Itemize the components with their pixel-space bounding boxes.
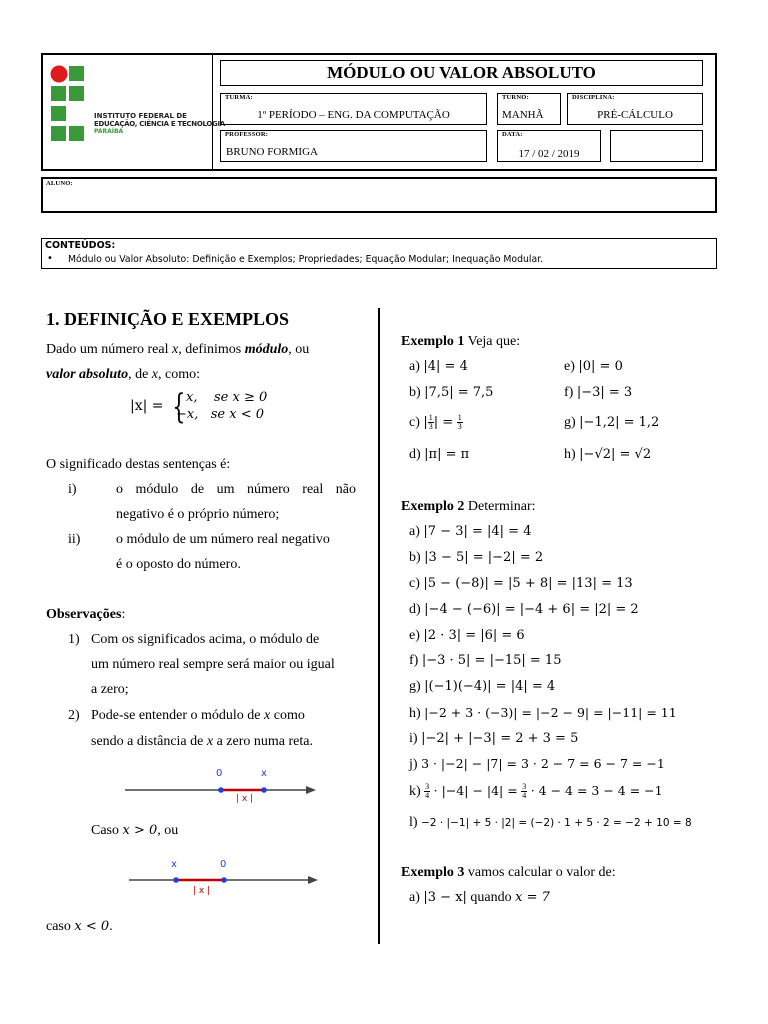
definition-brace: { [172, 387, 186, 427]
item-label: k) [409, 784, 421, 799]
disciplina-value: PRÉ-CÁLCULO [597, 109, 673, 121]
item-label: j) [409, 757, 418, 772]
fraction-numerator: 1 [457, 413, 462, 423]
item-label: d) [409, 447, 421, 462]
exemplo3-desc: vamos calcular o valor de: [464, 865, 616, 880]
obs2-text: como [270, 708, 305, 723]
obs1-number: 1) [68, 632, 80, 647]
ex1-item-g [564, 414, 659, 432]
intro-text: , definimos [178, 342, 245, 357]
zero-point [221, 877, 227, 883]
item-label: a) [409, 890, 420, 905]
obs2-text: Pode-se entender o módulo de [91, 708, 265, 723]
item-label: b) [409, 550, 421, 565]
observacoes-colon: : [121, 607, 126, 622]
exemplo3-title: Exemplo 3 [401, 865, 465, 880]
item-expr: |4| = 4 [423, 359, 468, 374]
ifpb-logo-icon [48, 62, 208, 154]
ex2-item-l [409, 814, 692, 832]
numline2-x-label: x [171, 859, 177, 870]
turno-value: MANHÃ [502, 109, 544, 121]
item-label: a) [409, 359, 420, 374]
exemplo1-heading [401, 333, 520, 351]
significado-text: O significado destas sentenças é: [46, 457, 231, 472]
item-condition: x = 7 [515, 890, 550, 905]
header-logo-divider [212, 54, 213, 170]
var-x: x [151, 367, 159, 382]
number-line-arrow-icon [308, 876, 318, 884]
item-i-line1: o módulo de um número real não [116, 482, 356, 497]
number-line-arrow-icon [306, 786, 316, 794]
item-expr: |−3| = 3 [576, 385, 633, 400]
ex2-item-g [409, 678, 555, 696]
item-label: e) [409, 628, 420, 643]
definition-lhs: |x| = [130, 398, 164, 414]
data-label: DATA: [502, 131, 523, 138]
logo-text-line2: EDUCAÇÃO, CIÊNCIA E TECNOLOGIA [94, 120, 225, 128]
numline2-abs-label: | x | [193, 886, 211, 896]
ex1-item-h [564, 446, 651, 464]
data-value: 17 / 02 / 2019 [518, 148, 580, 160]
var-x: x [264, 708, 271, 723]
item-label: g) [409, 679, 421, 694]
obs1-line2: um número real sempre será maior ou igual [91, 657, 335, 672]
caso-text: , ou [157, 823, 179, 838]
exemplo2-desc: Determinar: [464, 499, 536, 514]
turno-label: TURNO: [502, 94, 529, 101]
obs2-text: sendo a distância de [91, 734, 207, 749]
term-valor-absoluto: valor absoluto [46, 367, 129, 382]
obs1-line1: Com os significados acima, o módulo de [91, 632, 320, 647]
item-expr: |3 − x| [423, 890, 467, 905]
numline1-abs-label: | x | [236, 794, 254, 804]
conteudos-bullet: • [47, 253, 53, 264]
ex2-item-d [409, 601, 639, 619]
empty-header-box [610, 130, 703, 162]
item-expr: |−√2| = √2 [579, 447, 652, 462]
item-expr: |7 − 3| = |4| = 4 [423, 524, 532, 539]
item-expr: −2 · |−1| + 5 · |2| = (−2) · 1 + 5 · 2 = −2 + 10 = 8 [421, 817, 692, 829]
item-expr: · |−4| − |4| = [433, 783, 518, 798]
item-expr: |7,5| = 7,5 [424, 385, 494, 400]
disciplina-label: DISCIPLINA: [572, 94, 615, 101]
item-expr: |π| = π [424, 447, 470, 462]
fraction-numerator: 1 [428, 413, 433, 423]
item-expr: |5 − (−8)| = |5 + 8| = |13| = 13 [423, 576, 633, 591]
item-text: quando [466, 890, 516, 905]
professor-value: BRUNO FORMIGA [226, 146, 318, 158]
ex2-item-e [409, 627, 525, 645]
intro-text: , ou [288, 342, 310, 357]
intro-text: Dado um número real [46, 342, 172, 357]
exemplo2-title: Exemplo 2 [401, 499, 465, 514]
conteudos-label: CONTEÚDOS: [45, 240, 116, 251]
caso-negative [46, 918, 113, 936]
item-label: d) [409, 602, 421, 617]
ifpb-logo [48, 62, 225, 154]
fraction [424, 783, 430, 800]
caso-text: . [109, 919, 113, 934]
zero-point [218, 787, 224, 793]
item-label: c) [409, 576, 420, 591]
var-x: x [206, 734, 214, 749]
ex2-item-h [409, 704, 677, 723]
var-x: x [171, 342, 179, 357]
item-expr: |2 · 3| = |6| = 6 [423, 628, 525, 643]
fraction-denominator: 3 [428, 422, 433, 432]
item-label: c) [409, 415, 420, 430]
numline2-zero-label: 0 [220, 859, 227, 870]
item-expr: |3 − 5| = |−2| = 2 [424, 550, 544, 565]
ex1-item-a [409, 358, 468, 376]
section-title: 1. DEFINIÇÃO E EXEMPLOS [46, 309, 290, 329]
numline1-x-label: x [261, 768, 267, 779]
caso-math: x > 0 [122, 823, 158, 838]
ex1-item-e [564, 358, 623, 376]
professor-label: PROFESSOR: [225, 131, 269, 138]
item-i-number: i) [68, 482, 77, 497]
item-label: f) [409, 653, 419, 668]
ex2-item-f [409, 652, 561, 670]
page-title: MÓDULO OU VALOR ABSOLUTO [327, 63, 596, 82]
item-expr: |−2| + |−3| = 2 + 3 = 5 [421, 731, 579, 746]
item-expr: |−1,2| = 1,2 [579, 415, 660, 430]
x-point [173, 877, 179, 883]
item-label: g) [564, 415, 576, 430]
exemplo2-heading [401, 498, 536, 516]
ex2-item-i [409, 730, 578, 748]
exemplo1-desc: Veja que: [464, 334, 521, 349]
column-divider [378, 308, 380, 944]
item-label: h) [564, 447, 576, 462]
obs2-line2 [91, 733, 313, 751]
fraction [521, 783, 527, 800]
item-label: e) [564, 359, 575, 374]
caso-text: Caso [91, 823, 123, 838]
obs2-line1 [91, 707, 305, 725]
item-expr: | [423, 415, 428, 430]
fraction-numerator: 3 [522, 782, 527, 792]
ex2-item-b [409, 549, 543, 567]
item-label: a) [409, 524, 420, 539]
numline1-zero-label: 0 [216, 768, 223, 779]
obs2-text: a zero numa reta. [213, 734, 313, 749]
ex3-item-a [409, 889, 550, 907]
caso-text: caso [46, 919, 75, 934]
aluno-box[interactable] [41, 177, 717, 213]
logo-text-line1: INSTITUTO FEDERAL DE [94, 112, 187, 120]
item-expr: | = [433, 415, 454, 430]
intro-text: , de [128, 367, 152, 382]
ex1-item-c [409, 414, 463, 432]
term-modulo: módulo [244, 342, 289, 357]
item-expr: · 4 − 4 = 3 − 4 = −1 [530, 783, 663, 798]
exemplo3-heading [401, 864, 616, 882]
item-label: h) [409, 706, 421, 721]
item-expr: 3 · |−2| − |7| = 3 · 2 − 7 = 6 − 7 = −1 [421, 756, 665, 771]
observacoes-label: Observações [46, 607, 122, 622]
item-ii-line2: é o oposto do número. [116, 557, 241, 572]
item-expr: |(−1)(−4)| = |4| = 4 [424, 679, 556, 694]
item-label: b) [409, 385, 421, 400]
item-expr: |−2 + 3 · (−3)| = |−2 − 9| = |−11| = 11 [424, 705, 677, 720]
ex2-item-a [409, 523, 531, 541]
ex2-item-c [409, 575, 633, 593]
logo-text-line3: PARAÍBA [94, 128, 124, 135]
fraction [457, 414, 463, 431]
item-label: f) [564, 385, 574, 400]
obs2-number: 2) [68, 708, 80, 723]
fraction-denominator: 4 [425, 791, 430, 801]
obs1-line3: a zero; [91, 682, 129, 697]
item-ii-line1: o módulo de um número real negativo [116, 532, 330, 547]
intro-line-1 [46, 341, 309, 359]
ex2-item-j [409, 755, 665, 774]
caso-positive [91, 822, 178, 840]
item-expr: |−4 − (−6)| = |−4 + 6| = |2| = 2 [424, 602, 639, 617]
aluno-label: ALUNO: [46, 180, 73, 187]
turma-value: 1º PERÍODO – ENG. DA COMPUTAÇÃO [257, 109, 450, 121]
turma-label: TURMA: [225, 94, 253, 101]
fraction-denominator: 4 [522, 791, 527, 801]
definition-case-2: −x, se x < 0 [176, 407, 265, 422]
item-expr: |0| = 0 [578, 359, 623, 374]
ex1-item-f [564, 384, 632, 402]
item-expr: |−3 · 5| = |−15| = 15 [421, 653, 562, 668]
ex1-item-b [409, 384, 493, 402]
item-i-line2: negativo é o próprio número; [116, 507, 280, 522]
intro-line-2 [46, 366, 200, 384]
caso-math: x < 0 [74, 919, 110, 934]
exemplo1-title: Exemplo 1 [401, 334, 465, 349]
item-label: i) [409, 731, 418, 746]
item-ii-number: ii) [68, 532, 81, 547]
ex1-item-d [409, 446, 469, 464]
intro-text: , como: [158, 367, 201, 382]
fraction-numerator: 3 [425, 782, 430, 792]
observacoes-title [46, 606, 125, 624]
fraction-denominator: 3 [457, 422, 462, 432]
conteudos-text: Módulo ou Valor Absoluto: Definição e Exemplos; Propriedades; Equação Modular; Inequação Modular. [68, 254, 544, 265]
x-point [261, 787, 267, 793]
item-label: l) [409, 815, 418, 830]
definition-case-1: x, se x ≥ 0 [186, 390, 268, 405]
ex2-item-k [409, 782, 663, 801]
